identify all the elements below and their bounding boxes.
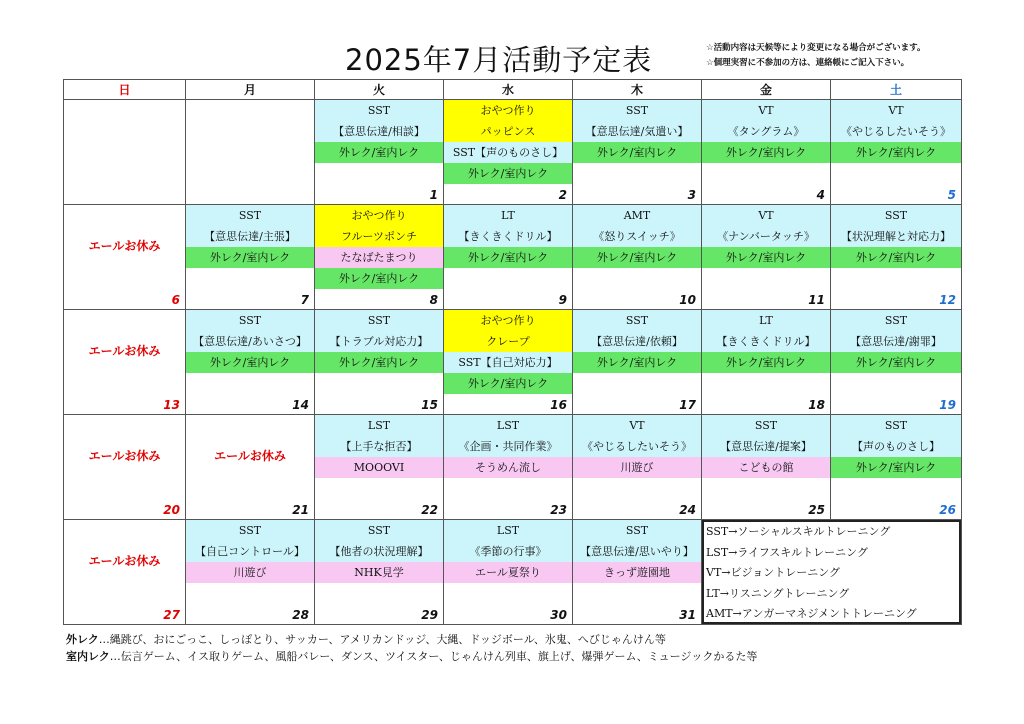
activity-line: VT xyxy=(702,205,830,226)
note-line: ☆活動内容は天候等により変更になる場合がございます。 xyxy=(706,43,926,53)
activity-line: 外レク/室内レク xyxy=(831,352,961,373)
day-cell xyxy=(573,310,702,415)
day-cell xyxy=(315,415,444,520)
activity-line: SST xyxy=(315,310,443,331)
weekday-thursday: 木 xyxy=(573,80,702,100)
activity-line: SST xyxy=(831,205,961,226)
activity-line: 外レク/室内レク xyxy=(444,247,572,268)
activity-line: 【意思伝達/提案】 xyxy=(702,436,830,457)
outdoor-rec-text: …縄跳び、おにごっこ、しっぽとり、サッカー、アメリカンドッジ、大縄、ドッジボール、氷鬼、へびじゃんけん等 xyxy=(98,633,666,646)
day-cell xyxy=(573,520,702,625)
day-cell-content xyxy=(64,205,185,309)
activity-line: SST xyxy=(573,310,701,331)
day-cell-content xyxy=(831,415,961,519)
activity-line: SST xyxy=(186,520,314,541)
day-cell xyxy=(831,415,962,520)
abbreviation-legend xyxy=(702,520,961,624)
holiday-label: エールお休み xyxy=(88,449,161,463)
activity-line: 外レク/室内レク xyxy=(573,352,701,373)
day-cell-content xyxy=(444,100,572,204)
day-number: 17 xyxy=(679,398,696,412)
day-cell xyxy=(831,100,962,205)
activity-line: LST xyxy=(315,415,443,436)
activity-line: 【意思伝達/思いやり】 xyxy=(573,541,701,562)
day-number: 21 xyxy=(292,503,309,517)
day-number: 22 xyxy=(421,503,438,517)
activity-line: パッピンス xyxy=(444,121,572,142)
day-number: 10 xyxy=(679,293,696,307)
day-cell xyxy=(702,310,831,415)
day-cell-content xyxy=(444,205,572,309)
day-cell-content xyxy=(444,415,572,519)
legend-item: AMT→アンガーマネジメントトレーニング xyxy=(706,607,917,621)
activity-line: SST xyxy=(702,415,830,436)
day-cell-content xyxy=(573,100,701,204)
day-number: 8 xyxy=(429,293,438,307)
activity-line: 【上手な拒否】 xyxy=(315,436,443,457)
day-cell xyxy=(64,310,186,415)
day-cell-content xyxy=(702,205,830,309)
day-cell-content xyxy=(64,415,185,519)
day-cell xyxy=(444,310,573,415)
activity-line: SST xyxy=(315,100,443,121)
activity-line: LT xyxy=(702,310,830,331)
indoor-rec-note xyxy=(66,648,757,665)
activity-line: 【きくきくドリル】 xyxy=(702,331,830,352)
week-row xyxy=(64,415,962,520)
day-number: 13 xyxy=(163,398,180,412)
indoor-rec-label: 室内レク xyxy=(66,650,110,663)
day-cell-content xyxy=(315,520,443,624)
activity-line: 【意思伝達/主張】 xyxy=(186,226,314,247)
activity-line: 外レク/室内レク xyxy=(315,142,443,163)
legend-cell xyxy=(702,520,962,625)
activity-line: そうめん流し xyxy=(444,457,572,478)
day-cell xyxy=(444,205,573,310)
day-number: 26 xyxy=(939,503,956,517)
activity-line: エール夏祭り xyxy=(444,562,572,583)
page-title: 2025年7月活動予定表 xyxy=(345,43,653,77)
week-row xyxy=(64,310,962,415)
activity-line: LST xyxy=(444,520,572,541)
activity-line: SST xyxy=(186,205,314,226)
week-row xyxy=(64,205,962,310)
day-cell xyxy=(444,100,573,205)
activity-line: こどもの館 xyxy=(702,457,830,478)
activity-line: 【意思伝達/あいさつ】 xyxy=(186,331,314,352)
weekday-friday: 金 xyxy=(702,80,831,100)
activity-line: 【トラブル対応力】 xyxy=(315,331,443,352)
day-cell-content xyxy=(831,100,961,204)
day-number: 4 xyxy=(816,188,825,202)
weekday-tuesday: 火 xyxy=(315,80,444,100)
day-cell-content xyxy=(64,100,185,204)
legend-cell-content xyxy=(702,520,961,624)
day-cell xyxy=(186,310,315,415)
day-cell-content xyxy=(573,310,701,414)
day-cell-content xyxy=(315,310,443,414)
day-number: 6 xyxy=(171,293,180,307)
activity-line: SST xyxy=(186,310,314,331)
activity-line: 【きくきくドリル】 xyxy=(444,226,572,247)
activity-line: 【意思伝達/気遣い】 xyxy=(573,121,701,142)
day-cell-content xyxy=(64,310,185,414)
day-cell-content xyxy=(573,520,701,624)
legend-item: SST→ソーシャルスキルトレーニング xyxy=(706,525,891,538)
weekday-header-row xyxy=(64,80,962,100)
activity-line: 外レク/室内レク xyxy=(315,268,443,289)
activity-line: VT xyxy=(831,100,961,121)
activity-line: NHK見学 xyxy=(315,562,443,583)
activity-line: 《怒りスイッチ》 xyxy=(573,226,701,247)
activity-line: VT xyxy=(573,415,701,436)
activity-line: 外レク/室内レク xyxy=(444,163,572,184)
day-cell-content xyxy=(186,100,314,204)
activity-line: 外レク/室内レク xyxy=(444,373,572,394)
day-cell-content xyxy=(831,205,961,309)
legend-item: LST→ライフスキルトレーニング xyxy=(706,545,868,559)
day-number: 12 xyxy=(939,293,956,307)
day-number: 28 xyxy=(292,608,309,622)
weekday-saturday: 土 xyxy=(831,80,962,100)
day-cell-content xyxy=(702,415,830,519)
day-cell-content xyxy=(186,205,314,309)
activity-line: 《季節の行事》 xyxy=(444,541,572,562)
day-cell xyxy=(64,205,186,310)
legend-item: LT→リスニングトレーニング xyxy=(706,586,850,600)
day-cell-content xyxy=(831,310,961,414)
day-number: 1 xyxy=(429,188,438,202)
activity-line: SST【自己対応力】 xyxy=(444,352,572,373)
weekday-monday: 月 xyxy=(186,80,315,100)
day-cell xyxy=(186,415,315,520)
day-cell-content xyxy=(702,310,830,414)
activity-line: 外レク/室内レク xyxy=(702,247,830,268)
activity-line: 外レク/室内レク xyxy=(831,142,961,163)
day-number: 29 xyxy=(421,608,438,622)
day-number: 15 xyxy=(421,398,438,412)
day-cell-content xyxy=(444,310,572,414)
week-row xyxy=(64,100,962,205)
activity-line: 【意思伝達/相談】 xyxy=(315,121,443,142)
activity-line: SST xyxy=(573,520,701,541)
day-cell-content xyxy=(573,205,701,309)
activity-line: MOOOVI xyxy=(315,457,443,478)
day-cell xyxy=(64,100,186,205)
activity-line: 外レク/室内レク xyxy=(186,352,314,373)
activity-line: 《やじるしたいそう》 xyxy=(573,436,701,457)
notes xyxy=(706,41,925,71)
activity-line: 【意思伝達/謝罪】 xyxy=(831,331,961,352)
note-line: ☆個理実習に不参加の方は、連絡帳にご記入下さい。 xyxy=(706,58,910,68)
weekday-sunday: 日 xyxy=(64,80,186,100)
day-cell-content xyxy=(186,415,314,519)
day-number: 18 xyxy=(808,398,825,412)
activity-line: クレープ xyxy=(444,331,572,352)
activity-line: 《タングラム》 xyxy=(702,121,830,142)
day-number: 27 xyxy=(163,608,180,622)
calendar-table xyxy=(63,79,962,625)
activity-line: 【意思伝達/依頼】 xyxy=(573,331,701,352)
day-cell-content xyxy=(186,310,314,414)
day-number: 19 xyxy=(939,398,956,412)
activity-line: 外レク/室内レク xyxy=(573,247,701,268)
activity-line: 外レク/室内レク xyxy=(573,142,701,163)
day-number: 30 xyxy=(550,608,567,622)
day-cell xyxy=(186,100,315,205)
indoor-rec-text: …伝言ゲーム、イス取りゲーム、風船バレー、ダンス、ツイスター、じゃんけん列車、旗上げ、爆弾ゲーム、ミュージックかるた等 xyxy=(109,650,758,663)
day-cell-content xyxy=(64,520,185,624)
day-number: 23 xyxy=(550,503,567,517)
holiday-label: エールお休み xyxy=(88,554,161,568)
day-number: 31 xyxy=(679,608,696,622)
day-cell xyxy=(444,520,573,625)
day-number: 9 xyxy=(558,293,567,307)
day-number: 14 xyxy=(292,398,309,412)
activity-line: 外レク/室内レク xyxy=(702,142,830,163)
activity-line: おやつ作り xyxy=(315,205,443,226)
activity-line: フルーツポンチ xyxy=(315,226,443,247)
activity-line: 外レク/室内レク xyxy=(702,352,830,373)
activity-line: 【状況理解と対応力】 xyxy=(831,226,961,247)
day-cell xyxy=(64,520,186,625)
activity-line: SST【声のものさし】 xyxy=(444,142,572,163)
footer-notes xyxy=(66,631,757,665)
day-cell xyxy=(573,415,702,520)
activity-line: 《やじるしたいそう》 xyxy=(831,121,961,142)
day-cell-content xyxy=(186,520,314,624)
day-cell xyxy=(315,100,444,205)
weekday-wednesday: 水 xyxy=(444,80,573,100)
activity-line: 《企画・共同作業》 xyxy=(444,436,572,457)
day-number: 11 xyxy=(808,293,825,307)
day-cell xyxy=(702,415,831,520)
activity-line: VT xyxy=(702,100,830,121)
day-number: 16 xyxy=(550,398,567,412)
activity-line: SST xyxy=(831,415,961,436)
day-cell xyxy=(573,205,702,310)
activity-line: 《ナンバータッチ》 xyxy=(702,226,830,247)
day-cell xyxy=(444,415,573,520)
legend-item: VT→ビジョントレーニング xyxy=(706,566,841,580)
activity-line: たなばたまつり xyxy=(315,247,443,268)
day-cell-content xyxy=(702,100,830,204)
day-number: 24 xyxy=(679,503,696,517)
day-cell-content xyxy=(315,205,443,309)
day-number: 7 xyxy=(300,293,309,307)
day-cell xyxy=(315,310,444,415)
day-number: 2 xyxy=(558,188,567,202)
activity-line: LT xyxy=(444,205,572,226)
day-cell xyxy=(315,205,444,310)
day-cell-content xyxy=(573,415,701,519)
activity-line: 【声のものさし】 xyxy=(831,436,961,457)
day-cell-content xyxy=(444,520,572,624)
day-cell xyxy=(702,205,831,310)
day-cell-content xyxy=(315,100,443,204)
activity-line: 【他者の状況理解】 xyxy=(315,541,443,562)
activity-line: 【自己コントロール】 xyxy=(186,541,314,562)
day-cell-content xyxy=(315,415,443,519)
activity-line: 外レク/室内レク xyxy=(831,247,961,268)
day-number: 3 xyxy=(687,188,696,202)
activity-line: LST xyxy=(444,415,572,436)
activity-line: おやつ作り xyxy=(444,100,572,121)
day-cell xyxy=(573,100,702,205)
day-cell xyxy=(64,415,186,520)
day-cell xyxy=(186,520,315,625)
activity-line: 外レク/室内レク xyxy=(186,247,314,268)
activity-line: SST xyxy=(315,520,443,541)
activity-line: 外レク/室内レク xyxy=(315,352,443,373)
day-cell xyxy=(831,310,962,415)
week-row xyxy=(64,520,962,625)
holiday-label: エールお休み xyxy=(214,449,286,463)
holiday-label: エールお休み xyxy=(88,344,161,358)
activity-line: きっず遊園地 xyxy=(573,562,701,583)
holiday-label: エールお休み xyxy=(88,239,161,253)
day-number: 20 xyxy=(163,503,180,517)
activity-line: SST xyxy=(573,100,701,121)
day-cell xyxy=(702,100,831,205)
outdoor-rec-label: 外レク xyxy=(66,633,99,646)
day-cell xyxy=(831,205,962,310)
day-cell xyxy=(186,205,315,310)
activity-line: 川遊び xyxy=(186,562,314,583)
activity-line: AMT xyxy=(573,205,701,226)
outdoor-rec-note xyxy=(66,631,757,648)
day-number: 5 xyxy=(947,188,956,202)
activity-line: 外レク/室内レク xyxy=(831,457,961,478)
day-cell xyxy=(315,520,444,625)
activity-line: おやつ作り xyxy=(444,310,572,331)
activity-line: 川遊び xyxy=(573,457,701,478)
activity-line: SST xyxy=(831,310,961,331)
day-number: 25 xyxy=(808,503,825,517)
